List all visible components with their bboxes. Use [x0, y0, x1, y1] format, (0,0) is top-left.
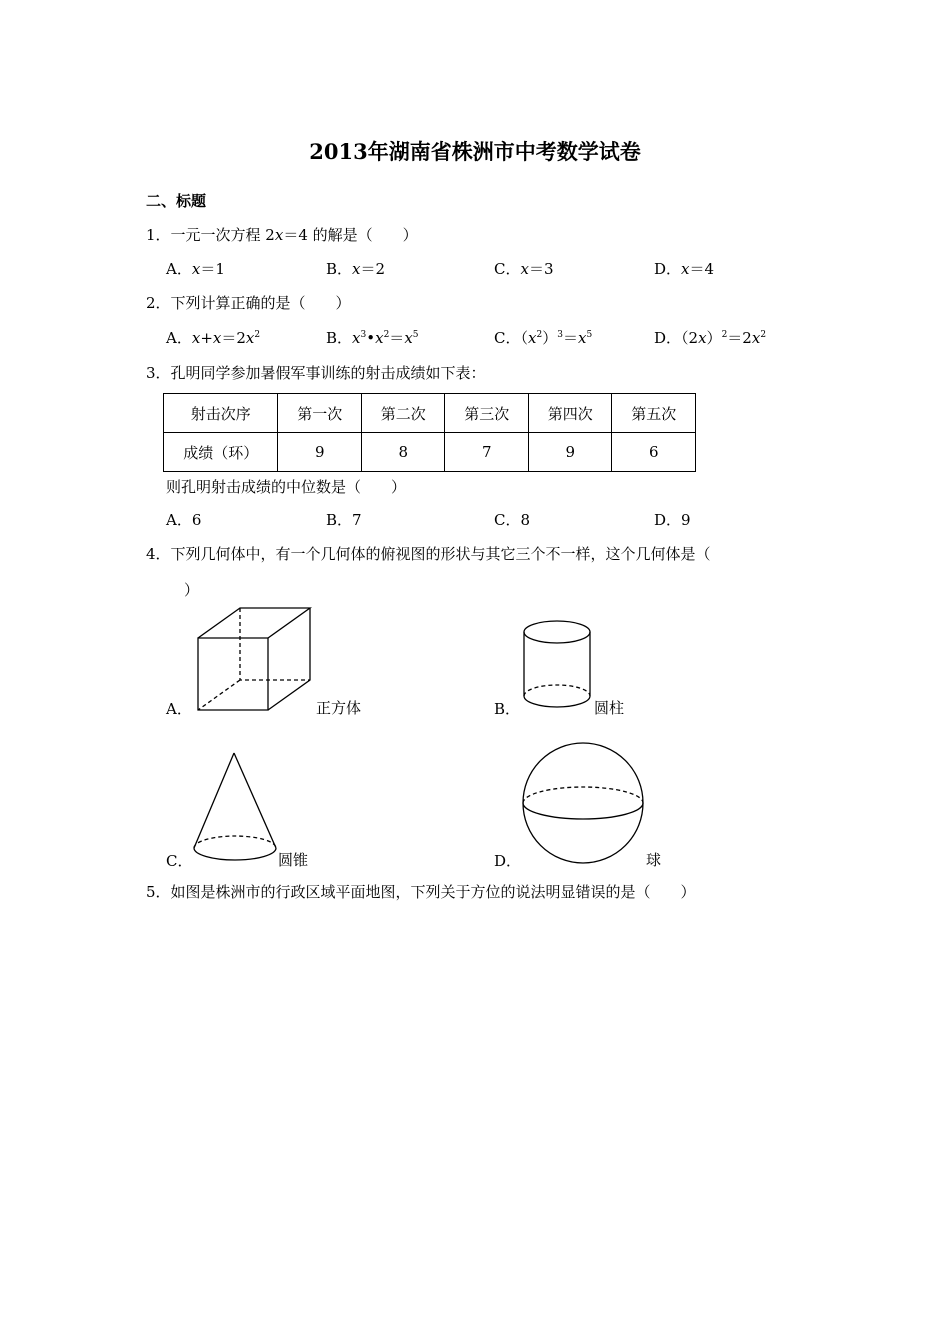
q4-option-b-letter[interactable]: B．: [494, 700, 521, 718]
sphere-figure: [520, 740, 648, 868]
math-var: x: [191, 329, 201, 347]
q1-stem-pre: 1．一元一次方程 2: [146, 226, 275, 244]
cylinder-bottom-front: [524, 696, 590, 707]
page-title: 2013年湖南省株洲市中考数学试卷: [309, 139, 641, 164]
cone-right-edge: [234, 753, 276, 848]
q1-option-c[interactable]: [494, 258, 554, 279]
option-letter: B．: [326, 329, 353, 347]
score-table: [163, 393, 696, 472]
cone-base-back: [194, 836, 276, 848]
math-var: x: [577, 329, 587, 347]
q3-option-c[interactable]: [494, 509, 530, 530]
table-cell: 9: [278, 433, 362, 472]
cube-top-edges: [198, 608, 310, 638]
q1-option-a[interactable]: [166, 258, 225, 279]
math-op: +: [200, 329, 213, 347]
math-exp: 2: [721, 330, 728, 340]
math-var: x: [212, 329, 222, 347]
sphere-equator-front: [523, 803, 643, 819]
q1-stem-post: ＝4 的解是（ ）: [283, 226, 418, 244]
option-value: 9: [681, 511, 691, 529]
section-heading: 二、标题: [146, 192, 207, 210]
option-letter: B．: [326, 260, 353, 278]
table-cell: 成绩（环）: [164, 433, 278, 472]
math-op: •: [366, 329, 376, 347]
option-var: x: [191, 260, 201, 278]
option-var: x: [352, 260, 361, 278]
question-4-stem-cont: ）: [184, 581, 200, 599]
option-rest: ＝4: [689, 260, 715, 278]
cylinder-bottom-back: [524, 685, 590, 696]
question-5-stem: 5．如图是株洲市的行政区域平面地图，下列关于方位的说法明显错误的是（ ）: [146, 883, 696, 901]
question-2-stem: 2．下列计算正确的是（ ）: [146, 294, 351, 312]
q4-option-b-label: 圆柱: [594, 699, 625, 717]
math-exp: 2: [383, 330, 390, 340]
option-letter: B．: [326, 511, 353, 529]
math-var: x: [698, 329, 707, 347]
table-cell: 7: [445, 433, 529, 472]
table-header-cell: 第三次: [445, 394, 529, 433]
option-letter: D．: [654, 329, 682, 347]
q2-option-d[interactable]: [654, 327, 766, 348]
q4-option-a-letter[interactable]: A．: [166, 700, 192, 718]
cylinder-top-ellipse: [524, 621, 590, 643]
option-rest: ＝3: [528, 260, 554, 278]
math-exp: 2: [536, 330, 543, 340]
option-letter: A．: [166, 511, 192, 529]
q4-option-d-label: 球: [646, 851, 662, 869]
option-letter: A．: [166, 329, 192, 347]
q2-option-b[interactable]: [326, 327, 419, 348]
math-var: x: [528, 329, 537, 347]
sphere-outline: [523, 743, 643, 863]
cone-left-edge: [194, 753, 234, 848]
math-op: ＝: [389, 329, 405, 347]
q4-option-c-label: 圆锥: [278, 851, 309, 869]
question-4-stem: 4．下列几何体中，有一个几何体的俯视图的形状与其它三个不一样，这个几何体是（: [146, 545, 711, 563]
math-exp: 5: [586, 330, 593, 340]
math-var: x: [375, 329, 384, 347]
math-op: ）: [542, 329, 558, 347]
q4-option-d-letter[interactable]: D．: [494, 852, 522, 870]
option-value: 6: [191, 511, 202, 529]
math-op: ＝2: [221, 329, 246, 347]
table-cell: 9: [528, 433, 612, 472]
cone-figure: [190, 750, 284, 865]
question-3-stem: 3．孔明同学参加暑假军事训练的射击成绩如下表：: [146, 364, 486, 382]
cylinder-figure: [520, 618, 596, 718]
math-exp: 2: [760, 330, 767, 340]
option-rest: ＝2: [360, 260, 386, 278]
option-letter: D．: [654, 260, 682, 278]
table-header-cell: 第五次: [612, 394, 696, 433]
table-row: [164, 394, 696, 433]
question-1-stem: [146, 224, 418, 245]
option-letter: D．: [654, 511, 682, 529]
math-var: x: [404, 329, 413, 347]
q4-option-a-label: 正方体: [316, 699, 362, 717]
q2-option-a[interactable]: [166, 327, 260, 348]
table-row: [164, 433, 696, 472]
math-exp: 5: [412, 330, 419, 340]
math-op: （2: [681, 329, 699, 347]
q1-option-b[interactable]: [326, 258, 385, 279]
cube-front-face: [198, 638, 268, 710]
option-letter: C．: [494, 329, 521, 347]
option-value: 8: [520, 511, 531, 529]
option-var: x: [681, 260, 690, 278]
q1-stem-var: x: [274, 226, 284, 244]
option-letter: C．: [494, 511, 521, 529]
table-header-cell: 第一次: [278, 394, 362, 433]
option-letter: C．: [494, 260, 521, 278]
cube-figure: [190, 604, 330, 714]
math-exp: 3: [557, 330, 563, 340]
q1-option-d[interactable]: [654, 258, 714, 279]
q3-option-b[interactable]: [326, 509, 362, 530]
table-cell: 6: [612, 433, 696, 472]
question-3-follow: 则孔明射击成绩的中位数是（ ）: [166, 478, 407, 496]
cube-hidden-diagonal: [198, 680, 240, 710]
option-letter: A．: [166, 260, 192, 278]
table-header-cell: 第四次: [528, 394, 612, 433]
cone-base-front: [194, 848, 276, 860]
math-exp: 2: [254, 330, 261, 340]
math-var: x: [751, 329, 761, 347]
sphere-equator-back: [523, 787, 643, 803]
table-header-cell: 射击次序: [164, 394, 278, 433]
table-cell: 8: [361, 433, 445, 472]
math-op: ＝2: [727, 329, 752, 347]
math-op: （: [520, 329, 528, 347]
math-exp: 3: [360, 330, 367, 340]
q2-option-c[interactable]: [494, 327, 592, 348]
math-op: ＝: [562, 329, 578, 347]
q3-option-a[interactable]: [166, 509, 201, 530]
cube-hidden-edges: [240, 608, 310, 680]
q3-option-d[interactable]: [654, 509, 691, 530]
option-var: x: [520, 260, 529, 278]
math-op: ）: [706, 329, 722, 347]
q4-option-c-letter[interactable]: C．: [166, 852, 193, 870]
math-var: x: [245, 329, 255, 347]
math-var: x: [352, 329, 361, 347]
table-header-cell: 第二次: [361, 394, 445, 433]
option-rest: ＝1: [200, 260, 225, 278]
option-value: 7: [352, 511, 362, 529]
